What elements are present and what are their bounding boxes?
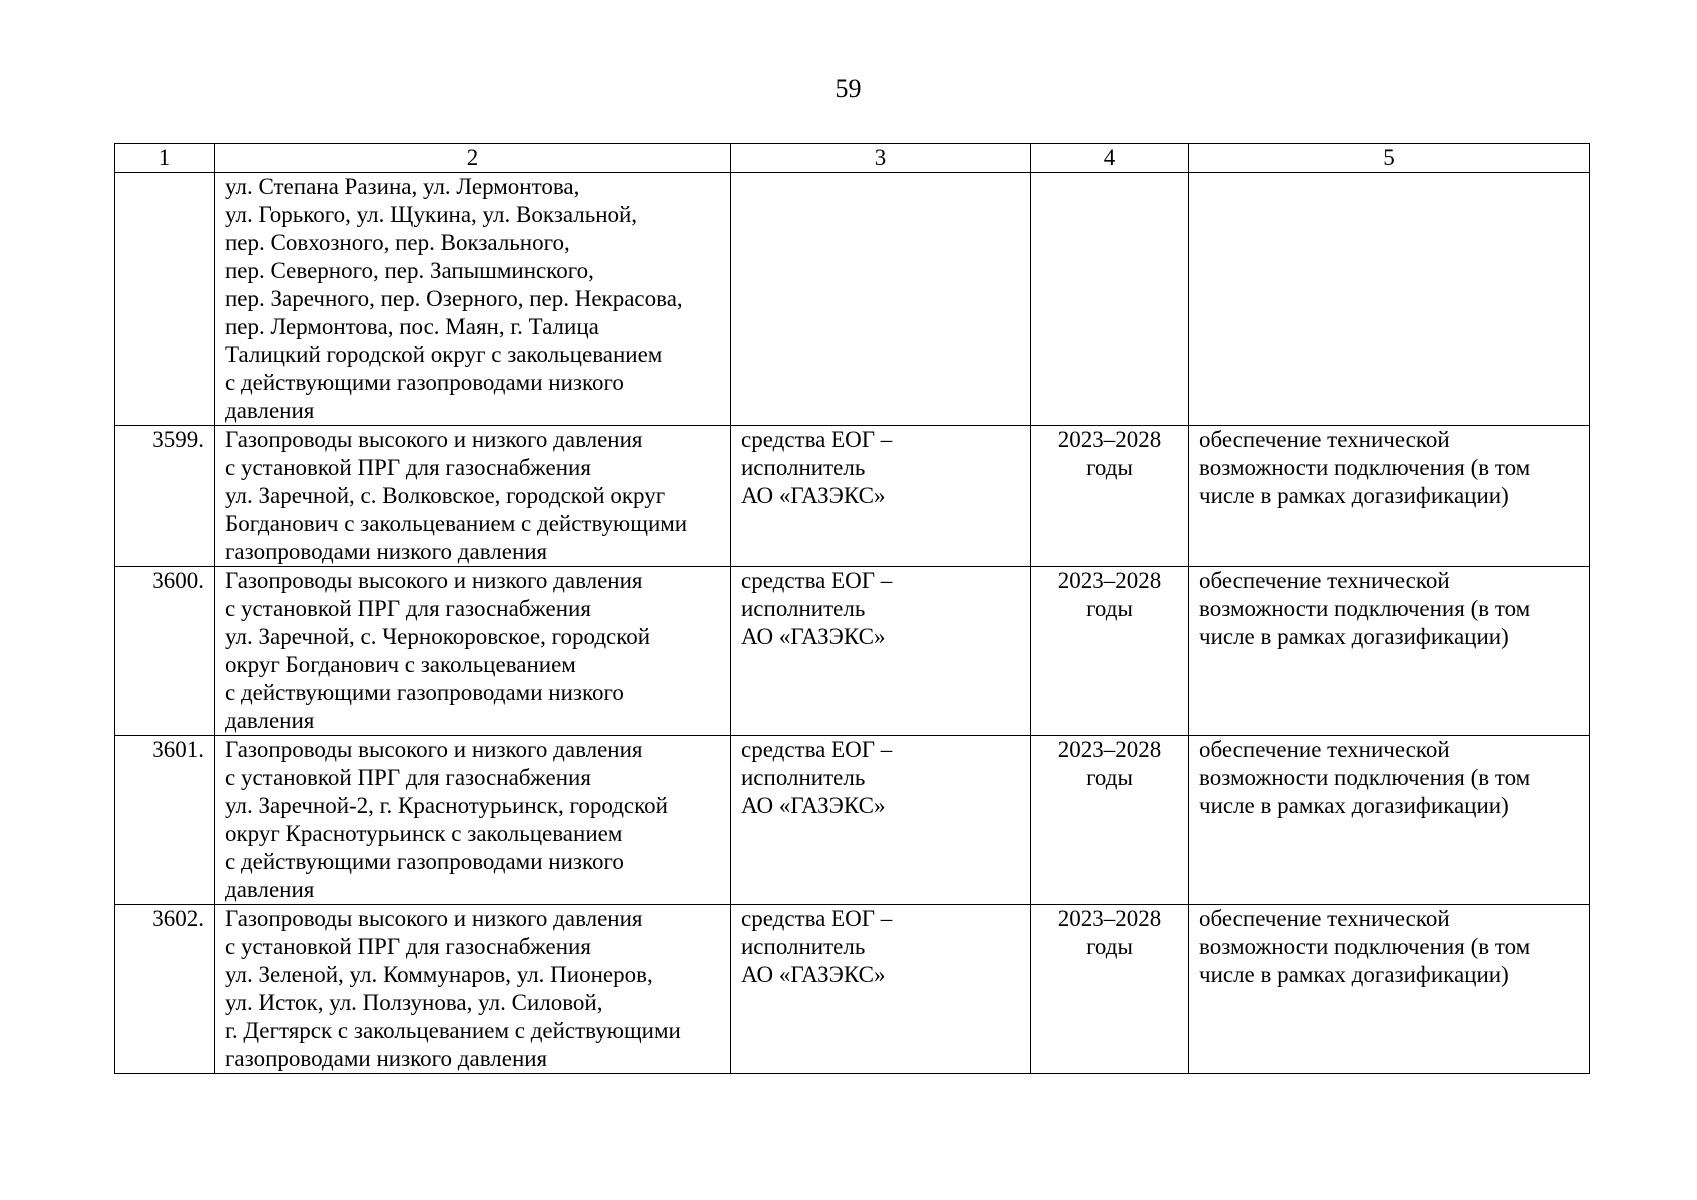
funding-source-line: исполнитель (741, 455, 866, 480)
implementation-period-line: годы (1086, 765, 1133, 790)
object-description-line: ул. Степана Разина, ул. Лермонтова, (225, 174, 580, 199)
purpose-line: возможности подключения (в том (1199, 765, 1531, 790)
purpose-line: возможности подключения (в том (1199, 934, 1531, 959)
object-description-line: давления (225, 708, 315, 733)
header-col-3: 3 (731, 144, 1031, 173)
object-description-line: ул. Зеленой, ул. Коммунаров, ул. Пионеров, (225, 962, 653, 987)
table-body (115, 173, 1590, 1074)
purpose-line: числе в рамках догазификации) (1199, 962, 1509, 987)
purpose-line: обеспечение технической (1199, 737, 1450, 762)
funding-source-line: АО «ГАЗЭКС» (741, 962, 886, 987)
funding-source-line: средства ЕОГ – (741, 737, 893, 762)
implementation-period-line: 2023–2028 (1057, 427, 1162, 452)
implementation-period-line: 2023–2028 (1057, 737, 1162, 762)
funding-source (731, 905, 1031, 1074)
purpose (1189, 173, 1590, 426)
header-col-1: 1 (115, 144, 215, 173)
implementation-period-line: 2023–2028 (1057, 568, 1162, 593)
object-description-line: Газопроводы высокого и низкого давления (225, 427, 643, 452)
purpose (1189, 905, 1590, 1074)
object-description-line: ул. Заречной-2, г. Краснотурьинск, городской (225, 793, 668, 818)
funding-source-line: средства ЕОГ – (741, 427, 893, 452)
object-description-line: округ Богданович с закольцеванием (225, 652, 576, 677)
object-description-line: пер. Совхозного, пер. Вокзального, (225, 230, 570, 255)
object-description-line: ул. Горького, ул. Щукина, ул. Вокзальной, (225, 202, 638, 227)
implementation-period-line: годы (1086, 596, 1133, 621)
funding-source-line: АО «ГАЗЭКС» (741, 483, 886, 508)
object-description-line: Газопроводы высокого и низкого давления (225, 568, 643, 593)
funding-source-line: средства ЕОГ – (741, 568, 893, 593)
implementation-period (1031, 173, 1189, 426)
object-description-line: Газопроводы высокого и низкого давления (225, 906, 643, 931)
object-description-line: г. Дегтярск с закольцеванием с действующими (225, 1018, 681, 1043)
object-description-line: с установкой ПРГ для газоснабжения (225, 455, 591, 480)
object-description-line: пер. Заречного, пер. Озерного, пер. Некрасова, (225, 286, 683, 311)
object-description-line: давления (225, 877, 315, 902)
object-description-line: газопроводами низкого давления (225, 1046, 548, 1071)
funding-source-line: АО «ГАЗЭКС» (741, 793, 886, 818)
program-table (114, 143, 1590, 1074)
row-number (115, 173, 215, 426)
funding-source-line: исполнитель (741, 596, 866, 621)
implementation-period (1031, 736, 1189, 905)
object-description-line: ул. Заречной, с. Чернокоровское, городской (225, 624, 651, 649)
table-row (115, 426, 1590, 567)
object-description-line: пер. Северного, пер. Запышминского, (225, 258, 594, 283)
implementation-period (1031, 905, 1189, 1074)
object-description-line: округ Краснотурьинск с закольцеванием (225, 821, 623, 846)
header-col-2: 2 (215, 144, 731, 173)
table-row (115, 173, 1590, 426)
page-number: 59 (835, 74, 862, 103)
object-description-line: Талицкий городской округ с закольцеванием (225, 342, 663, 367)
object-description-line: Богданович с закольцеванием с действующими (225, 511, 688, 536)
object-description-line: с действующими газопроводами низкого (225, 370, 624, 395)
purpose-line: числе в рамках догазификации) (1199, 483, 1509, 508)
object-description-line: ул. Заречной, с. Волковское, городской округ (225, 483, 666, 508)
implementation-period (1031, 567, 1189, 736)
implementation-period-line: годы (1086, 455, 1133, 480)
row-number: 3601. (115, 736, 215, 905)
object-description-line: с установкой ПРГ для газоснабжения (225, 765, 591, 790)
table-row (115, 567, 1590, 736)
purpose-line: числе в рамках догазификации) (1199, 624, 1509, 649)
funding-source-line: исполнитель (741, 934, 866, 959)
object-description (215, 567, 731, 736)
implementation-period-line: 2023–2028 (1057, 906, 1162, 931)
object-description (215, 905, 731, 1074)
purpose (1189, 426, 1590, 567)
row-number: 3600. (115, 567, 215, 736)
funding-source (731, 567, 1031, 736)
object-description-line: пер. Лермонтова, пос. Маян, г. Талица (225, 314, 599, 339)
row-number: 3599. (115, 426, 215, 567)
funding-source-line: средства ЕОГ – (741, 906, 893, 931)
purpose-line: обеспечение технической (1199, 906, 1450, 931)
row-number: 3602. (115, 905, 215, 1074)
object-description-line: с действующими газопроводами низкого (225, 849, 624, 874)
implementation-period (1031, 426, 1189, 567)
object-description-line: Газопроводы высокого и низкого давления (225, 737, 643, 762)
table-row (115, 736, 1590, 905)
object-description-line: с установкой ПРГ для газоснабжения (225, 934, 591, 959)
purpose-line: возможности подключения (в том (1199, 596, 1531, 621)
object-description (215, 426, 731, 567)
header-col-4: 4 (1031, 144, 1189, 173)
header-col-5: 5 (1189, 144, 1590, 173)
object-description-line: с действующими газопроводами низкого (225, 680, 624, 705)
implementation-period-line: годы (1086, 934, 1133, 959)
funding-source-line: исполнитель (741, 765, 866, 790)
object-description-line: ул. Исток, ул. Ползунова, ул. Силовой, (225, 990, 603, 1015)
purpose (1189, 567, 1590, 736)
object-description (215, 173, 731, 426)
object-description-line: давления (225, 398, 315, 423)
funding-source (731, 426, 1031, 567)
funding-source (731, 736, 1031, 905)
table-header-row (115, 144, 1590, 173)
object-description (215, 736, 731, 905)
purpose-line: обеспечение технической (1199, 427, 1450, 452)
purpose-line: обеспечение технической (1199, 568, 1450, 593)
object-description-line: газопроводами низкого давления (225, 539, 548, 564)
purpose-line: возможности подключения (в том (1199, 455, 1531, 480)
table-row (115, 905, 1590, 1074)
purpose (1189, 736, 1590, 905)
purpose-line: числе в рамках догазификации) (1199, 793, 1509, 818)
funding-source (731, 173, 1031, 426)
funding-source-line: АО «ГАЗЭКС» (741, 624, 886, 649)
object-description-line: с установкой ПРГ для газоснабжения (225, 596, 591, 621)
